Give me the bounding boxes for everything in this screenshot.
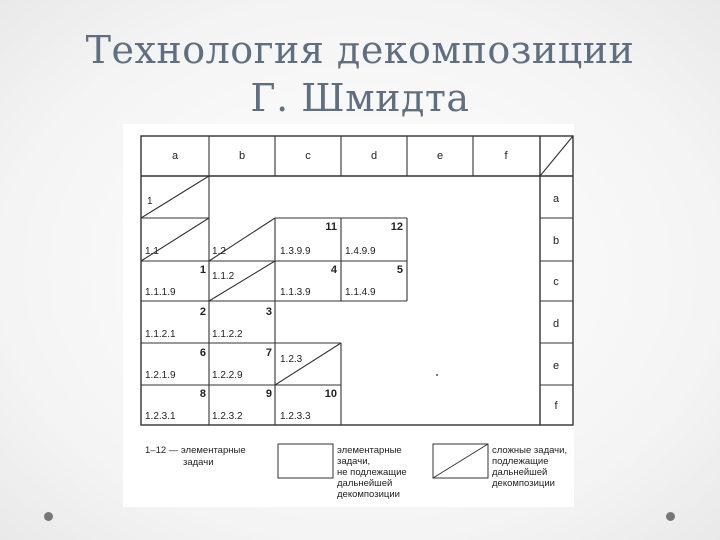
cell-code: 1 [147, 196, 153, 207]
cell-code: 1.2.3.1 [145, 411, 176, 422]
legend-simple-line-4: дальнейшей [337, 478, 393, 489]
grid-lines [141, 136, 573, 425]
row-label-d: d [552, 318, 560, 330]
cell-number: 5 [396, 264, 403, 276]
cell-code: 1.1.2.1 [145, 329, 176, 340]
cell-number: 11 [325, 221, 337, 233]
legend-simple-line-2: задачи, [337, 456, 371, 467]
col-header-a: a [171, 150, 179, 162]
slide-title-line-1: Технология декомпозиции [85, 28, 635, 72]
cell-code: 1.1.4.9 [345, 287, 376, 298]
cell-number: 9 [265, 388, 272, 400]
cell-number: 3 [265, 306, 272, 318]
cell-code: 1.2.3 [280, 354, 303, 365]
legend-complex-line-1: сложные задачи, [492, 445, 568, 456]
speck [436, 374, 438, 376]
legend [145, 444, 567, 500]
legend-complex-line-2: подлежащие [492, 456, 549, 467]
cell-number: 7 [265, 347, 272, 359]
cell-code: 1.1 [145, 246, 159, 257]
cell-number: 4 [330, 264, 337, 276]
cell-code: 1.1.3.9 [280, 287, 311, 298]
cell-code: 1.2 [212, 246, 226, 257]
legend-simple-line-5: декомпозиции [337, 489, 400, 500]
row-label-e: e [552, 360, 560, 372]
cell-code: 1.2.2.9 [212, 370, 243, 381]
cell-code: 1.2.1.9 [145, 370, 176, 381]
legend-diagonal-line [433, 444, 488, 478]
row-label-a: a [552, 193, 560, 205]
cell-code: 1.2.3.2 [212, 411, 243, 422]
decorative-dot [44, 512, 53, 521]
cell-code: 1.1.2.2 [212, 329, 243, 340]
cell-code: 1.4.9.9 [345, 246, 376, 257]
slide-title-line-2: Г. Шмидта [250, 76, 470, 120]
col-header-d: d [370, 150, 378, 162]
cell-number: 10 [324, 388, 337, 400]
col-header-b: b [238, 150, 246, 162]
legend-simple-line-3: не подлежащие [337, 467, 407, 478]
cell-number: 2 [199, 306, 206, 318]
legend-complex-line-4: декомпозиции [492, 478, 555, 489]
legend-elementary-line-2: задачи [183, 457, 214, 468]
legend-complex-line-3: дальнейшей [492, 467, 548, 478]
cell-code: 1.1.2 [212, 271, 235, 282]
cell-code: 1.3.9.9 [280, 246, 311, 257]
legend-empty-box [278, 444, 333, 478]
cell-number: 8 [199, 388, 206, 400]
decorative-dot [666, 512, 675, 521]
col-header-c: c [305, 150, 311, 162]
cell-code: 1.2.3.3 [280, 411, 311, 422]
cell-number: 1 [199, 264, 206, 276]
col-header-e: e [436, 150, 444, 162]
legend-elementary-line-1: 1–12 — элементарные [145, 445, 246, 456]
decomposition-table [123, 124, 574, 507]
cell-number: 6 [199, 347, 206, 359]
cell-code: 1.1.1.9 [145, 287, 176, 298]
legend-simple-line-1: элементарные [337, 445, 402, 456]
row-label-f: f [554, 400, 558, 412]
decomposition-figure [123, 124, 574, 507]
row-label-c: c [553, 276, 559, 288]
col-header-f: f [504, 150, 508, 162]
row-label-b: b [552, 235, 560, 247]
cell-number: 12 [390, 221, 403, 233]
